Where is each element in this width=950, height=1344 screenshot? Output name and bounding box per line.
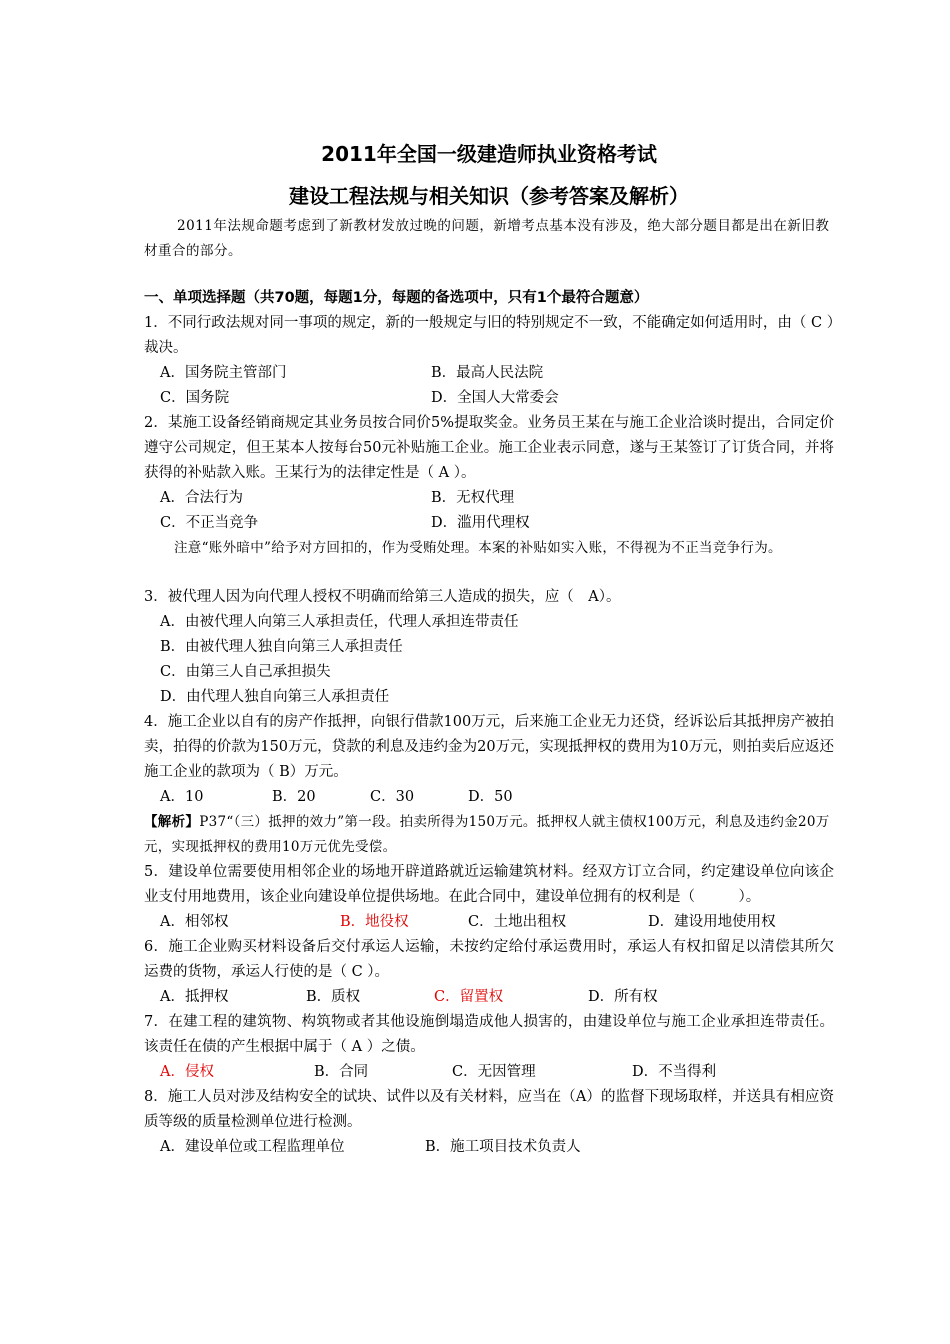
option-c: C．无因管理	[452, 1064, 536, 1080]
option-b: B．合同	[314, 1064, 369, 1080]
document-page	[144, 140, 834, 1160]
intro-paragraph: 2011年法规命题考虑到了新教材发放过晚的问题，新增考点基本没有涉及，绝大部分题目都是出在新旧教材重合的部分。	[144, 218, 830, 259]
options-row	[144, 910, 834, 935]
option-c: C．由第三人自己承担损失	[160, 664, 331, 680]
question-6: 6．施工企业购买材料设备后交付承运人运输，未按约定给付承运费用时，承运人有权扣留足以清偿其所欠运费的货物，承运人行使的是（ C ）。	[144, 939, 834, 980]
options-row	[144, 785, 834, 810]
option-d: D．50	[468, 789, 513, 805]
option-b: B．由被代理人独自向第三人承担责任	[160, 639, 403, 655]
options-row	[144, 386, 834, 411]
option-d: D．所有权	[588, 989, 658, 1005]
option-b: B．最高人民法院	[431, 365, 544, 381]
document-title: 2011年全国一级建造师执业资格考试	[321, 142, 657, 166]
options-row	[144, 361, 834, 386]
option-a: A．国务院主管部门	[160, 365, 287, 381]
question-4: 4．施工企业以自有的房产作抵押，向银行借款100万元，后来施工企业无力还贷，经诉讼后其抵押房产被拍卖，拍得的价款为150万元，贷款的利息及违约金为20万元，实现抵押权的费用为10万元，则拍卖后应返还施工企业的款项为（ B）万元。	[144, 714, 834, 780]
question-4-analysis	[144, 810, 834, 860]
option-b: B．无权代理	[431, 490, 515, 506]
option-b: B．施工项目技术负责人	[425, 1139, 581, 1155]
options-row	[144, 1060, 834, 1085]
options-row	[144, 511, 834, 536]
option-c: C．不正当竞争	[160, 515, 259, 531]
option-b: B．20	[272, 789, 316, 805]
option-d: D．不当得利	[632, 1064, 717, 1080]
option-d: D．建设用地使用权	[648, 914, 776, 930]
analysis-tag: 【解析】	[144, 814, 200, 830]
option-a: A．侵权	[160, 1064, 214, 1080]
option-c: C．留置权	[434, 989, 504, 1005]
question-7: 7．在建工程的建筑物、构筑物或者其他设施倒塌造成他人损害的，由建设单位与施工企业承担连带责任。该责任在债的产生根据中属于（ A ）之债。	[144, 1014, 834, 1055]
options-row	[144, 635, 834, 660]
options-row	[144, 610, 834, 635]
document-subtitle: 建设工程法规与相关知识（参考答案及解析）	[289, 184, 689, 208]
option-a: A．建设单位或工程监理单位	[160, 1139, 345, 1155]
analysis-text: P37“（三）抵押的效力”第一段。拍卖所得为150万元。抵押权人就主债权100万元，利息及违约金20万元，实现抵押权的费用10万元优先受偿。	[144, 814, 830, 855]
option-a: A．10	[160, 789, 204, 805]
question-2: 2．某施工设备经销商规定其业务员按合同价5%提取奖金。业务员王某在与施工企业洽谈时提出，合同定价遵守公司规定，但王某本人按每台50元补贴施工企业。施工企业表示同意，遂与王某签订了订货合同，并将获得的补贴款入账。王某行为的法律定性是（ A ）。	[144, 415, 834, 481]
options-row	[144, 1135, 834, 1160]
option-a: A．相邻权	[160, 914, 229, 930]
option-d: D．滥用代理权	[431, 515, 530, 531]
options-row	[144, 685, 834, 710]
question-3: 3．被代理人因为向代理人授权不明确而给第三人造成的损失，应（ A）。	[144, 589, 621, 605]
question-8: 8．施工人员对涉及结构安全的试块、试件以及有关材料，应当在（A）的监督下现场取样，并送具有相应资质等级的质量检测单位进行检测。	[144, 1089, 834, 1130]
options-row	[144, 660, 834, 685]
option-d: D．由代理人独自向第三人承担责任	[160, 689, 390, 705]
question-2-note: 注意“账外暗中”给予对方回扣的，作为受贿处理。本案的补贴如实入账，不得视为不正当竞争行为。	[174, 540, 782, 556]
option-a: A．抵押权	[160, 989, 229, 1005]
option-d: D．全国人大常委会	[431, 390, 559, 406]
option-c: C．土地出租权	[468, 914, 567, 930]
options-row	[144, 486, 834, 511]
option-b: B．质权	[306, 989, 361, 1005]
option-b: B．地役权	[340, 914, 409, 930]
question-5: 5．建设单位需要使用相邻企业的场地开辟道路就近运输建筑材料。经双方订立合同，约定建设单位向该企业支付用地费用，该企业向建设单位提供场地。在此合同中，建设单位拥有的权利是（ ）。	[144, 864, 834, 905]
section-heading: 一、单项选择题（共70题，每题1分，每题的备选项中，只有1个最符合题意）	[144, 290, 649, 306]
option-a: A．由被代理人向第三人承担责任，代理人承担连带责任	[160, 614, 519, 630]
option-a: A．合法行为	[160, 490, 243, 506]
options-row	[144, 985, 834, 1010]
question-1: 1．不同行政法规对同一事项的规定，新的一般规定与旧的特别规定不一致，不能确定如何适用时，由（ C ）裁决。	[144, 315, 834, 356]
option-c: C．国务院	[160, 390, 230, 406]
option-c: C．30	[370, 789, 415, 805]
